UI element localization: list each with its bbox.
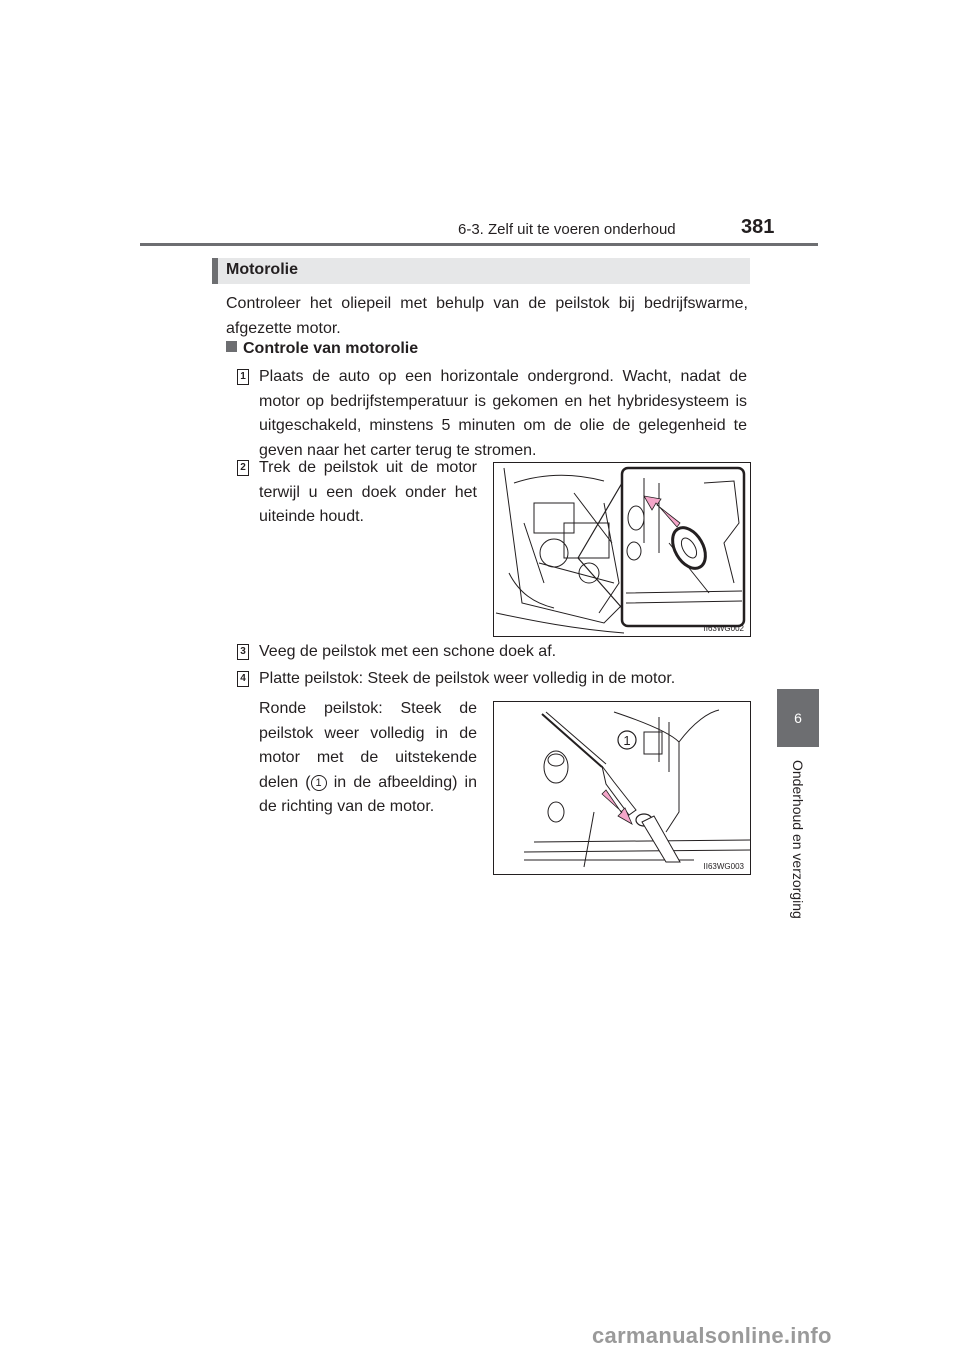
figure-code: II63WG003 bbox=[703, 862, 744, 871]
engine-bay-illustration bbox=[494, 463, 750, 636]
step-1-text: Plaats de auto op een horizontale ondergrond. Wacht, nadat de motor op bedrijfstemperatuur is gekomen en het hybridesysteem is uitgeschakeld, minstens 5 minuten om de olie de gelegenheid te geven naar het carter terug te stromen. bbox=[259, 368, 747, 459]
figure-round-dipstick bbox=[493, 701, 751, 875]
watermark: carmanualsonline.info bbox=[592, 1323, 832, 1348]
header-rule bbox=[140, 243, 818, 246]
running-header-section: 6-3. Zelf uit te voeren onderhoud bbox=[458, 221, 676, 238]
step-number-4: 4 bbox=[237, 671, 249, 687]
section-title: Motorolie bbox=[226, 261, 298, 278]
chapter-title-text: Onderhoud en verzorging bbox=[790, 760, 806, 919]
chapter-tab: 6 bbox=[777, 689, 819, 747]
intro-paragraph: Controleer het oliepeil met behulp van de peilstok bij bedrijfswarme, afgezette motor. bbox=[226, 295, 748, 337]
subheading-text: Controle van motorolie bbox=[243, 340, 419, 357]
figure-callout-1: 1 bbox=[623, 733, 631, 748]
step-number-3: 3 bbox=[237, 644, 249, 660]
step-3-text: Veeg de peilstok met een schone doek af. bbox=[259, 643, 557, 660]
step-4-text: Platte peilstok: Steek de peilstok weer volledig in de motor. bbox=[259, 670, 676, 687]
round-text-before: Ronde peilstok: Steek de peilstok weer volledig in de motor met de uitstekende delen ( bbox=[259, 700, 477, 791]
step-2-text: Trek de peilstok uit de motor terwijl u een doek onder het uiteinde houdt. bbox=[259, 459, 477, 525]
figure-engine-bay bbox=[493, 462, 751, 637]
callout-1-inline: 1 bbox=[311, 775, 327, 791]
subheading bbox=[226, 340, 418, 358]
page-number: 381 bbox=[741, 216, 775, 238]
square-bullet-icon bbox=[226, 341, 237, 352]
step-number-2: 2 bbox=[237, 460, 249, 476]
dipstick-illustration bbox=[494, 702, 750, 874]
chapter-title-vertical bbox=[777, 760, 819, 935]
step-number-1: 1 bbox=[237, 369, 249, 385]
figure-code: II63WG002 bbox=[703, 624, 744, 633]
section-title-marker bbox=[212, 258, 218, 284]
round-text-after: in de afbeelding) in de richting van de motor. bbox=[259, 773, 478, 815]
step-4-round-text bbox=[259, 697, 477, 820]
